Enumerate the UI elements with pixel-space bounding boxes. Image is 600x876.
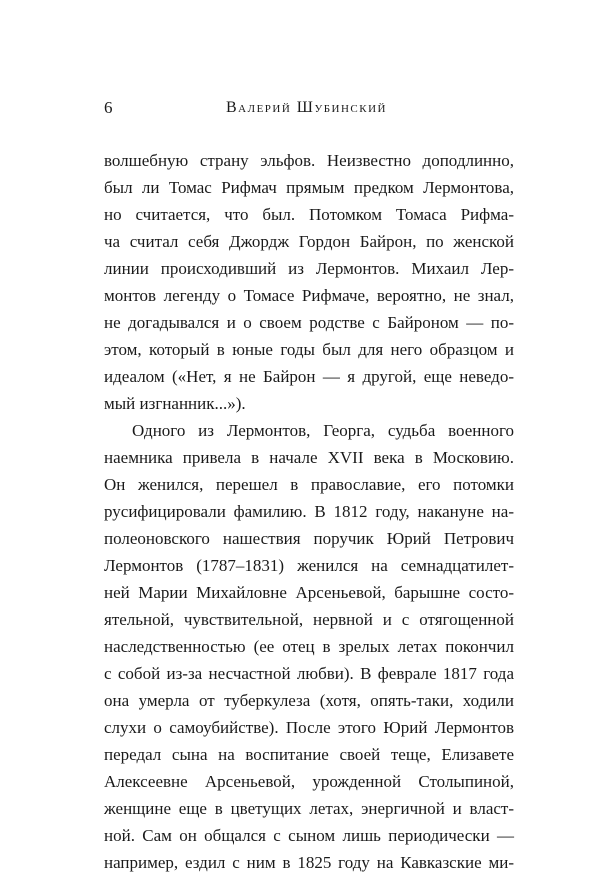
text-line: ней Марии Михайловне Арсеньевой, барышне состо- xyxy=(104,583,514,602)
text-line: ной. Сам он общался с сыном лишь периодически — xyxy=(104,826,514,845)
text-line: монтов легенду о Томасе Рифмаче, вероятно, не знал, xyxy=(104,286,514,305)
text-line: линии происходивший из Лермонтов. Михаил Лер- xyxy=(104,259,514,278)
text-line: но считается, что был. Потомком Томаса Рифма- xyxy=(104,205,514,224)
text-line: Лермонтов (1787–1831) женился на семнадцатилет- xyxy=(104,556,514,575)
text-line: полеоновского нашествия поручик Юрий Петрович xyxy=(104,529,514,548)
text-line: был ли Томас Рифмач прямым предком Лермонтова, xyxy=(104,178,514,197)
paragraph xyxy=(104,147,514,417)
body-text xyxy=(104,147,514,876)
text-line: с собой из-за несчастной любви). В феврале 1817 года xyxy=(104,664,514,683)
text-line: Одного из Лермонтов, Георга, судьба военного xyxy=(132,421,514,440)
text-line: наследственностью (ее отец в зрелых летах покончил xyxy=(104,637,514,656)
running-head: Валерий Шубинский xyxy=(226,99,387,116)
text-line: Он женился, перешел в православие, его потомки xyxy=(104,475,514,494)
text-line: она умерла от туберкулеза (хотя, опять-таки, ходили xyxy=(104,691,514,710)
text-line: идеалом («Нет, я не Байрон — я другой, еще неведо- xyxy=(104,367,514,386)
text-line: женщине еще в цветущих летах, энергичной и власт- xyxy=(104,799,514,818)
text-line: слухи о самоубийстве). После этого Юрий Лермонтов xyxy=(104,718,514,737)
text-line: ятельной, чувствительной, нервной и с отягощенной xyxy=(104,610,514,629)
text-line: передал сына на воспитание своей теще, Елизавете xyxy=(104,745,514,764)
text-line: ча считал себя Джордж Гордон Байрон, по женской xyxy=(104,232,514,251)
text-line: этом, который в юные годы был для него образцом и xyxy=(104,340,514,359)
text-line: наемника привела в начале XVII века в Московию. xyxy=(104,448,514,467)
paragraph xyxy=(104,417,514,876)
text-line: Алексеевне Арсеньевой, урожденной Столыпиной, xyxy=(104,772,514,791)
text-line: не догадывался и о своем родстве с Байроном — по- xyxy=(104,313,514,332)
text-line: русифицировали фамилию. В 1812 году, накануне на- xyxy=(104,502,514,521)
page-number: 6 xyxy=(104,98,113,117)
text-line: волшебную страну эльфов. Неизвестно доподлинно, xyxy=(104,151,514,170)
text-line: например, ездил с ним в 1825 году на Кавказские ми- xyxy=(104,853,514,872)
text-line: мый изгнанник...»). xyxy=(104,394,246,413)
